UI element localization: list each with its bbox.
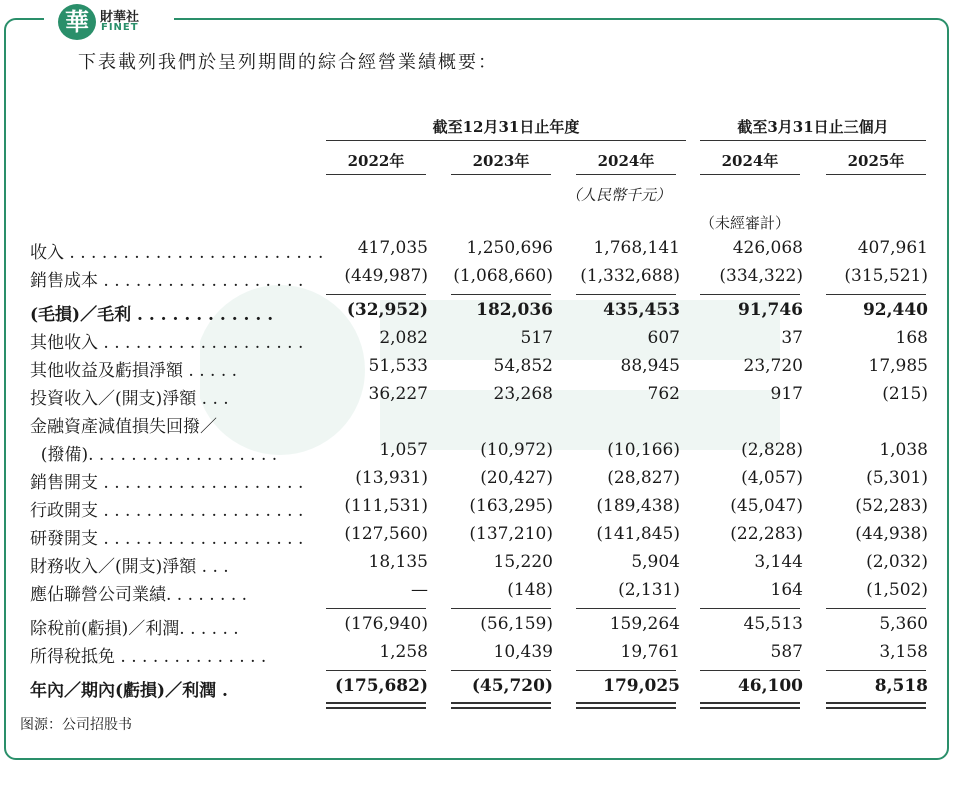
table-row [0, 676, 955, 704]
unit-note: （人民幣千元） [566, 186, 672, 204]
table-row [0, 384, 955, 412]
group-header-quarter: 截至3月31日止三個月 [737, 118, 889, 136]
table-row [0, 468, 955, 496]
cell-value: 10,439 [493, 642, 553, 662]
row-label: (毛損)／毛利 . . . . . . . . . . . . [30, 305, 274, 325]
subtotal-rule [700, 294, 800, 295]
cell-value: 168 [895, 328, 928, 348]
cell-value: (13,931) [355, 468, 428, 488]
cell-value: (1,332,688) [580, 266, 680, 286]
cell-value: 179,025 [603, 676, 680, 696]
cell-value: (20,427) [480, 468, 553, 488]
table-row [0, 266, 955, 294]
cell-value: 5,360 [879, 614, 928, 634]
total-double-rule [576, 702, 676, 704]
subtotal-rule [326, 294, 426, 295]
cell-value: (44,938) [855, 524, 928, 544]
table-row [0, 524, 955, 552]
row-label: (撥備). . . . . . . . . . . . . . . . . . [30, 445, 278, 465]
cell-value: 88,945 [620, 356, 680, 376]
total-double-rule [326, 707, 426, 709]
cell-value: 8,518 [874, 676, 928, 696]
cell-value: 417,035 [357, 238, 428, 258]
cell-value: (189,438) [596, 496, 680, 516]
cell-value: 37 [781, 328, 803, 348]
source-note: 图源：公司招股书 [20, 717, 132, 733]
cell-value: 92,440 [862, 300, 928, 320]
cell-value: (175,682) [335, 676, 428, 696]
cell-value: 607 [647, 328, 680, 348]
cell-value: 762 [647, 384, 680, 404]
row-label: 除稅前(虧損)／利潤. . . . . . [30, 619, 239, 639]
subtotal-rule [826, 294, 926, 295]
table-row [0, 642, 955, 670]
total-double-rule [576, 707, 676, 709]
year-header-rule [576, 174, 676, 175]
total-double-rule [700, 707, 800, 709]
table-row [0, 356, 955, 384]
cell-value: (45,720) [471, 676, 553, 696]
subtotal-rule [451, 608, 551, 609]
table-row [0, 328, 955, 356]
cell-value: 91,746 [737, 300, 803, 320]
row-label: 金融資產減值損失回撥／ [30, 417, 217, 437]
year-header: 2022年 [347, 152, 405, 170]
cell-value: (137,210) [469, 524, 553, 544]
cell-value: 917 [770, 384, 803, 404]
subtotal-rule [576, 670, 676, 671]
cell-value: (176,940) [344, 614, 428, 634]
cell-value: 3,144 [754, 552, 803, 572]
total-double-rule [451, 707, 551, 709]
intro-text: 下表載列我們於呈列期間的綜合經營業績概要： [78, 52, 498, 73]
cell-value: 587 [770, 642, 803, 662]
brand-name-en: FINET [101, 22, 139, 33]
cell-value: (449,987) [344, 266, 428, 286]
year-header: 2023年 [472, 152, 530, 170]
cell-value: 2,082 [379, 328, 428, 348]
table-row [0, 238, 955, 266]
cell-value: 1,038 [879, 440, 928, 460]
cell-value: (2,131) [618, 580, 680, 600]
cell-value: (1,502) [866, 580, 928, 600]
cell-value: (2,032) [866, 552, 928, 572]
subtotal-rule [700, 608, 800, 609]
cell-value: (148) [507, 580, 553, 600]
row-label: 銷售開支 . . . . . . . . . . . . . . . . . . . [30, 473, 304, 493]
cell-value: 19,761 [620, 642, 680, 662]
cell-value: 15,220 [493, 552, 553, 572]
cell-value: 17,985 [868, 356, 928, 376]
group-rule-quarter [700, 140, 926, 141]
subtotal-rule [826, 670, 926, 671]
brand-name-cn: 財華社 [100, 10, 140, 25]
cell-value: 1,057 [379, 440, 428, 460]
cell-value: (45,047) [730, 496, 803, 516]
subtotal-rule [326, 670, 426, 671]
cell-value: (5,301) [866, 468, 928, 488]
total-double-rule [326, 702, 426, 704]
cell-value: (52,283) [855, 496, 928, 516]
row-label: 其他收入 . . . . . . . . . . . . . . . . . . . [30, 333, 304, 353]
table-row [0, 614, 955, 642]
subtotal-rule [826, 608, 926, 609]
cell-value: 45,513 [743, 614, 803, 634]
row-label: 收入 . . . . . . . . . . . . . . . . . . . . . . . . [30, 243, 324, 263]
year-header: 2025年 [847, 152, 905, 170]
cell-value: 182,036 [476, 300, 553, 320]
cell-value: 159,264 [609, 614, 680, 634]
cell-value: (10,166) [607, 440, 680, 460]
subtotal-rule [326, 608, 426, 609]
cell-value: 36,227 [368, 384, 428, 404]
cell-value: (215) [882, 384, 928, 404]
year-header-rule [326, 174, 426, 175]
table-row [0, 580, 955, 608]
group-header-annual: 截至12月31日止年度 [432, 118, 580, 136]
row-label: 銷售成本 . . . . . . . . . . . . . . . . . . . [30, 271, 304, 291]
cell-value: 5,904 [631, 552, 680, 572]
cell-value: (28,827) [607, 468, 680, 488]
subtotal-rule [700, 670, 800, 671]
cell-value: (10,972) [480, 440, 553, 460]
row-label: 財務收入／(開支)淨額 . . . [30, 557, 229, 577]
row-label: 投資收入／(開支)淨額 . . . [30, 389, 229, 409]
year-header: 2024年 [597, 152, 655, 170]
cell-value: (163,295) [469, 496, 553, 516]
subtotal-rule [576, 608, 676, 609]
cell-value: (2,828) [741, 440, 803, 460]
year-header-rule [826, 174, 926, 175]
cell-value: (32,952) [346, 300, 428, 320]
cell-value: — [411, 580, 428, 600]
cell-value: 23,720 [743, 356, 803, 376]
cell-value: 54,852 [493, 356, 553, 376]
cell-value: (22,283) [730, 524, 803, 544]
total-double-rule [700, 702, 800, 704]
row-label: 行政開支 . . . . . . . . . . . . . . . . . . . [30, 501, 304, 521]
row-label: 研發開支 . . . . . . . . . . . . . . . . . . . [30, 529, 304, 549]
table-row [0, 412, 955, 440]
cell-value: 23,268 [493, 384, 553, 404]
cell-value: (1,068,660) [453, 266, 553, 286]
total-double-rule [826, 702, 926, 704]
row-label: 其他收益及虧損淨額 . . . . . [30, 361, 238, 381]
cell-value: (315,521) [844, 266, 928, 286]
cell-value: 1,258 [379, 642, 428, 662]
cell-value: 1,768,141 [593, 238, 680, 258]
table-row [0, 552, 955, 580]
subtotal-rule [576, 294, 676, 295]
audit-note: （未經審計） [700, 214, 791, 232]
cell-value: 426,068 [732, 238, 803, 258]
table-row [0, 440, 955, 468]
cell-value: (111,531) [344, 496, 428, 516]
table-row [0, 300, 955, 328]
cell-value: 407,961 [857, 238, 928, 258]
cell-value: 435,453 [603, 300, 680, 320]
year-header-rule [451, 174, 551, 175]
year-header-rule [700, 174, 800, 175]
brand-logo-mark: 華 [58, 4, 96, 40]
subtotal-rule [451, 670, 551, 671]
cell-value: 1,250,696 [466, 238, 553, 258]
row-label: 應佔聯營公司業績. . . . . . . . [30, 585, 248, 605]
cell-value: 517 [520, 328, 553, 348]
row-label: 年內／期內(虧損)／利潤 . [30, 681, 228, 701]
row-label: 所得稅抵免 . . . . . . . . . . . . . . [30, 647, 267, 667]
cell-value: 51,533 [368, 356, 428, 376]
cell-value: (4,057) [741, 468, 803, 488]
total-double-rule [826, 707, 926, 709]
cell-value: (334,322) [719, 266, 803, 286]
cell-value: 3,158 [879, 642, 928, 662]
cell-value: 164 [770, 580, 803, 600]
cell-value: (141,845) [596, 524, 680, 544]
cell-value: 18,135 [368, 552, 428, 572]
table-row [0, 496, 955, 524]
year-header: 2024年 [721, 152, 779, 170]
cell-value: 46,100 [737, 676, 803, 696]
cell-value: (127,560) [344, 524, 428, 544]
cell-value: (56,159) [480, 614, 553, 634]
group-rule-annual [326, 140, 686, 141]
subtotal-rule [451, 294, 551, 295]
total-double-rule [451, 702, 551, 704]
